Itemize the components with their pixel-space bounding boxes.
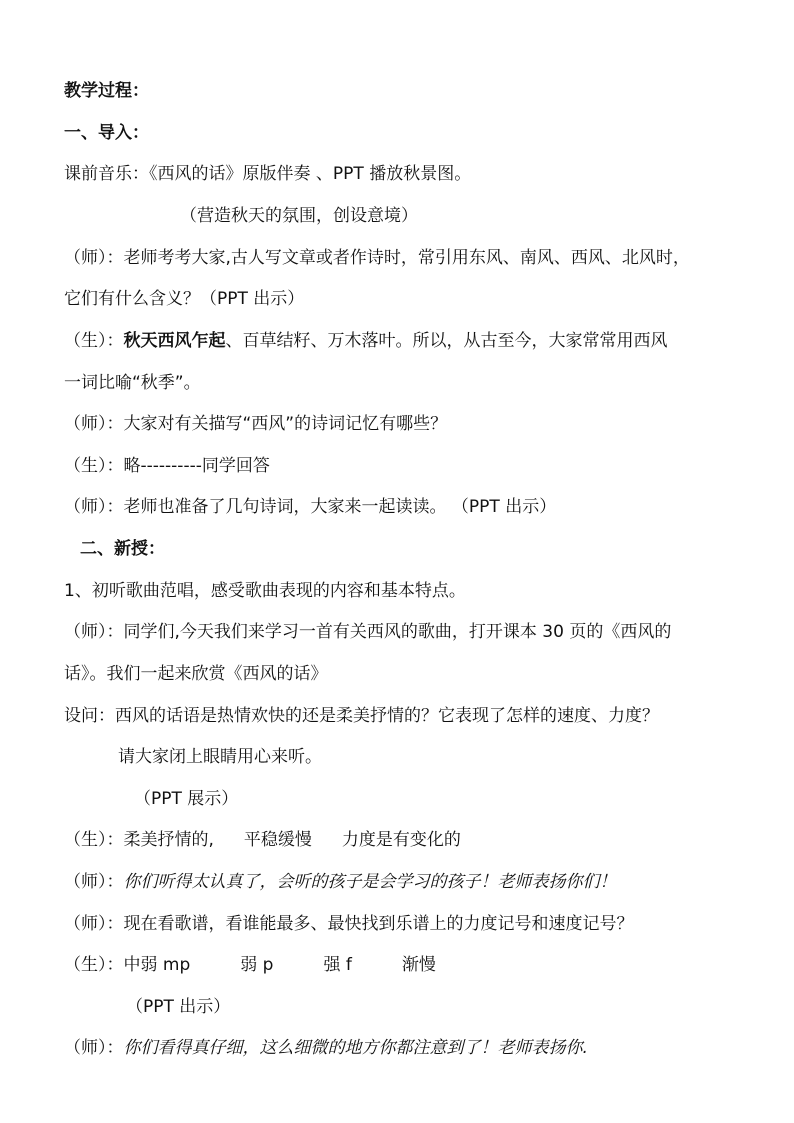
student-label: （生）： (64, 331, 124, 351)
student-answer-b: 平稳缓慢 (243, 830, 312, 850)
teacher-praise-text: 你们听得太认真了，会听的孩子是会学习的孩子！老师表扬你们！ (123, 872, 617, 892)
lesson-process-heading: 教学过程： (64, 81, 149, 101)
teacher-line-2: （师）：大家对有关描写“西风”的诗词记忆有哪些？ (64, 414, 448, 434)
question-line-a: 设问：西风的话语是热情欢快的还是柔美抒情的？它表现了怎样的速度、力度？ (64, 706, 659, 726)
teacher-line-4b: 话》。我们一起来欣赏《西风的话》 (64, 664, 328, 684)
teacher-line-1b: 它们有什么含义？（PPT 出示） (64, 289, 305, 309)
student-line-1a (64, 330, 668, 352)
teacher-praise-2 (64, 1037, 588, 1059)
student-line-4 (64, 954, 436, 976)
student-answer-a: （生）：柔美抒情的, (64, 830, 214, 850)
question-line-b: 请大家闭上眼睛用心来听。 (118, 747, 322, 767)
student-line-1b: 一词比喻“秋季”。 (64, 373, 201, 393)
ppt-show-note: （PPT 展示） (134, 789, 239, 809)
section-new-lesson-heading: 二、新授： (80, 539, 165, 559)
student-answer-rest: 、百草结籽、万木落叶。所以，从古至今，大家常常用西风 (225, 331, 668, 351)
teacher-line-3: （师）：老师也准备了几句诗词，大家来一起读读。 （PPT 出示） (64, 497, 557, 517)
atmosphere-note: （营造秋天的氛围，创设意境） (180, 206, 418, 226)
teacher-praise-text-2: 你们看得真仔细，这么细微的地方你都注意到了！老师表扬你. (123, 1038, 588, 1058)
student-answer-bold: 秋天西风乍起 (123, 331, 226, 351)
teacher-praise-1 (64, 871, 617, 893)
pre-class-music-line: 课前音乐：《西风的话》原版伴奏 、PPT 播放秋景图。 (64, 164, 472, 184)
teacher-label: （师）： (64, 872, 124, 892)
teacher-line-6: （师）：现在看歌谱，看谁能最多、最快找到乐谱上的力度记号和速度记号？ (64, 914, 634, 934)
item-1-line: 1、初听歌曲范唱，感受歌曲表现的内容和基本特点。 (64, 581, 466, 601)
teacher-label-2: （师）： (64, 1038, 124, 1058)
student-line-3 (64, 829, 461, 851)
dynamic-f: 强 f (323, 955, 352, 975)
teacher-line-4a: （师）：同学们,今天我们来学习一首有关西风的歌曲，打开课本 30 页的《西风的 (64, 622, 672, 642)
section-intro-heading: 一、导入： (64, 123, 149, 143)
student-answer-c: 力度是有变化的 (341, 830, 461, 850)
student-line-2: （生）：略----------同学回答 (64, 456, 270, 476)
teacher-line-1a: （师）：老师考考大家,古人写文章或者作诗时，常引用东风、南风、西风、北风时， (64, 248, 690, 268)
ppt-show-note-2: （PPT 出示） (126, 997, 231, 1017)
dynamic-mp: （生）：中弱 mp (64, 955, 191, 975)
tempo-ritardando: 渐慢 (401, 955, 436, 975)
dynamic-p: 弱 p (240, 955, 274, 975)
